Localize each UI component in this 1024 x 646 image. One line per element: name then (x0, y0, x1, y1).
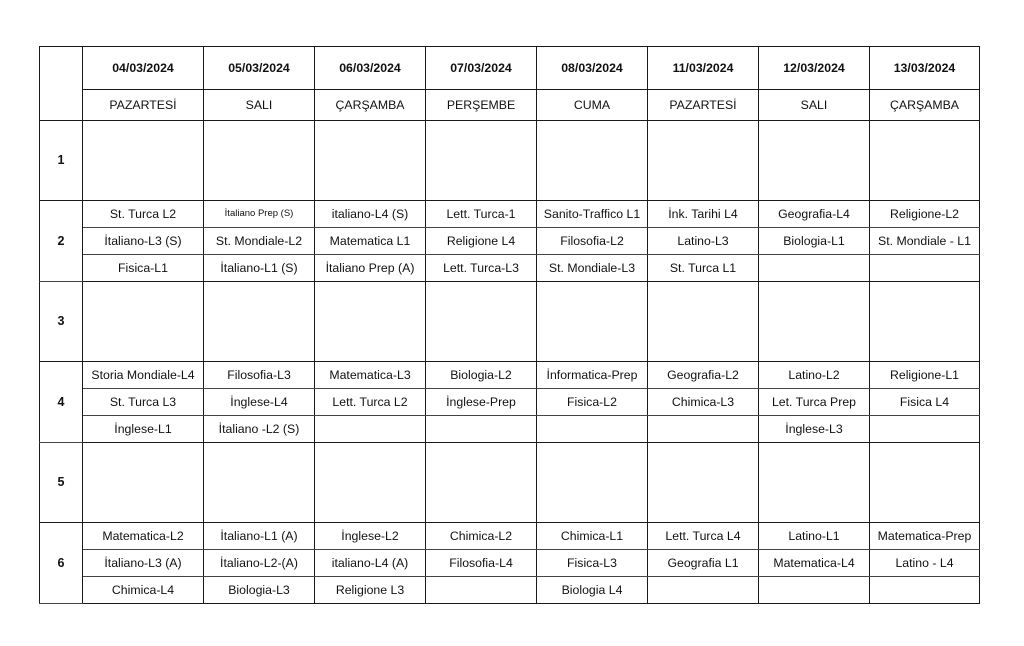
class-cell: Biologia-L1 (759, 228, 870, 255)
class-cell: Chimica-L3 (648, 389, 759, 416)
class-cell: St. Turca L3 (83, 389, 204, 416)
day-header: SALI (759, 90, 870, 121)
class-cell: Latino-L1 (759, 523, 870, 550)
class-cell: İnglese-L2 (315, 523, 426, 550)
class-cell: Geografia-L4 (759, 201, 870, 228)
class-cell: Biologia-L3 (204, 577, 315, 604)
date-header: 07/03/2024 (426, 47, 537, 90)
period-row-empty (40, 121, 980, 201)
class-cell: Fisica L4 (870, 389, 980, 416)
class-cell: St. Mondiale-L2 (204, 228, 315, 255)
period-subrow (40, 416, 980, 443)
class-cell: Filosofia-L2 (537, 228, 648, 255)
class-cell: Matematica L1 (315, 228, 426, 255)
empty-cell (759, 282, 870, 362)
period-subrow (40, 550, 980, 577)
class-cell (648, 577, 759, 604)
period-subrow (40, 523, 980, 550)
class-cell: İtaliano-L2-(A) (204, 550, 315, 577)
class-cell: İtaliano-L1 (S) (204, 255, 315, 282)
date-header: 06/03/2024 (315, 47, 426, 90)
empty-cell (870, 443, 980, 523)
empty-cell (83, 443, 204, 523)
class-cell (648, 416, 759, 443)
date-header: 13/03/2024 (870, 47, 980, 90)
class-cell: Filosofia-L3 (204, 362, 315, 389)
class-cell: Matematica-L2 (83, 523, 204, 550)
empty-cell (204, 282, 315, 362)
class-cell: Latino-L3 (648, 228, 759, 255)
empty-cell (759, 443, 870, 523)
class-cell: St. Mondiale-L3 (537, 255, 648, 282)
class-cell (870, 416, 980, 443)
empty-cell (537, 121, 648, 201)
class-cell (759, 577, 870, 604)
class-cell: İnformatica-Prep (537, 362, 648, 389)
class-cell: İnglese-L4 (204, 389, 315, 416)
class-cell: Chimica-L1 (537, 523, 648, 550)
class-cell: Lett. Turca L4 (648, 523, 759, 550)
class-cell (759, 255, 870, 282)
class-cell: Lett. Turca-1 (426, 201, 537, 228)
class-cell: İnk. Tarihi L4 (648, 201, 759, 228)
class-cell: Latino-L2 (759, 362, 870, 389)
empty-cell (759, 121, 870, 201)
date-header: 11/03/2024 (648, 47, 759, 90)
class-cell: Geografia-L2 (648, 362, 759, 389)
period-label: 4 (40, 362, 83, 443)
day-header-row (40, 90, 980, 121)
period-subrow (40, 389, 980, 416)
empty-cell (204, 121, 315, 201)
class-cell: Religione-L1 (870, 362, 980, 389)
class-cell: İtaliano-L3 (S) (83, 228, 204, 255)
class-cell: Fisica-L3 (537, 550, 648, 577)
schedule-table (39, 46, 980, 604)
period-subrow (40, 255, 980, 282)
class-cell: İnglese-L3 (759, 416, 870, 443)
period-label: 3 (40, 282, 83, 362)
day-header: PAZARTESİ (83, 90, 204, 121)
class-cell: St. Turca L1 (648, 255, 759, 282)
class-cell: italiano-L4 (S) (315, 201, 426, 228)
empty-cell (648, 282, 759, 362)
empty-cell (537, 282, 648, 362)
class-cell: Storia Mondiale-L4 (83, 362, 204, 389)
class-cell: Let. Turca Prep (759, 389, 870, 416)
class-cell: Religione L3 (315, 577, 426, 604)
class-cell: Sanito-Traffico L1 (537, 201, 648, 228)
day-header: SALI (204, 90, 315, 121)
class-cell (870, 577, 980, 604)
empty-cell (315, 282, 426, 362)
empty-cell (204, 443, 315, 523)
empty-cell (426, 121, 537, 201)
class-cell: Biologia L4 (537, 577, 648, 604)
period-subrow (40, 577, 980, 604)
class-cell: İtaliano -L2 (S) (204, 416, 315, 443)
empty-cell (426, 443, 537, 523)
class-cell: Lett. Turca L2 (315, 389, 426, 416)
corner-cell (40, 47, 83, 121)
date-header-row (40, 47, 980, 90)
class-cell: italiano-L4 (A) (315, 550, 426, 577)
day-header: ÇARŞAMBA (315, 90, 426, 121)
class-cell: İtaliano Prep (S) (204, 201, 315, 228)
class-cell: St. Mondiale - L1 (870, 228, 980, 255)
day-header: ÇARŞAMBA (870, 90, 980, 121)
empty-cell (648, 121, 759, 201)
empty-cell (83, 282, 204, 362)
class-cell: Geografia L1 (648, 550, 759, 577)
class-cell: İnglese-Prep (426, 389, 537, 416)
class-cell (426, 416, 537, 443)
class-cell: Matematica-Prep (870, 523, 980, 550)
class-cell: İtaliano Prep (A) (315, 255, 426, 282)
period-label: 1 (40, 121, 83, 201)
schedule-body (40, 121, 980, 604)
class-cell: Matematica-L4 (759, 550, 870, 577)
class-cell: Biologia-L2 (426, 362, 537, 389)
period-subrow (40, 228, 980, 255)
class-cell: Chimica-L2 (426, 523, 537, 550)
date-header: 08/03/2024 (537, 47, 648, 90)
day-header: PERŞEMBE (426, 90, 537, 121)
class-cell (537, 416, 648, 443)
class-cell: Filosofia-L4 (426, 550, 537, 577)
class-cell: Chimica-L4 (83, 577, 204, 604)
class-cell: Fisica-L1 (83, 255, 204, 282)
empty-cell (870, 282, 980, 362)
date-header: 04/03/2024 (83, 47, 204, 90)
empty-cell (870, 121, 980, 201)
period-label: 6 (40, 523, 83, 604)
empty-cell (315, 443, 426, 523)
class-cell: İtaliano-L3 (A) (83, 550, 204, 577)
class-cell: Latino - L4 (870, 550, 980, 577)
empty-cell (426, 282, 537, 362)
period-row-empty (40, 282, 980, 362)
empty-cell (315, 121, 426, 201)
class-cell (870, 255, 980, 282)
class-cell: Religione-L2 (870, 201, 980, 228)
period-row-empty (40, 443, 980, 523)
class-cell: İtaliano-L1 (A) (204, 523, 315, 550)
period-subrow (40, 201, 980, 228)
empty-cell (537, 443, 648, 523)
class-cell: Fisica-L2 (537, 389, 648, 416)
period-label: 2 (40, 201, 83, 282)
class-cell: Matematica-L3 (315, 362, 426, 389)
date-header: 05/03/2024 (204, 47, 315, 90)
class-cell: St. Turca L2 (83, 201, 204, 228)
empty-cell (83, 121, 204, 201)
class-cell: Religione L4 (426, 228, 537, 255)
class-cell (426, 577, 537, 604)
class-cell: İnglese-L1 (83, 416, 204, 443)
class-cell: Lett. Turca-L3 (426, 255, 537, 282)
date-header: 12/03/2024 (759, 47, 870, 90)
day-header: PAZARTESİ (648, 90, 759, 121)
empty-cell (648, 443, 759, 523)
class-cell (315, 416, 426, 443)
period-label: 5 (40, 443, 83, 523)
day-header: CUMA (537, 90, 648, 121)
period-subrow (40, 362, 980, 389)
